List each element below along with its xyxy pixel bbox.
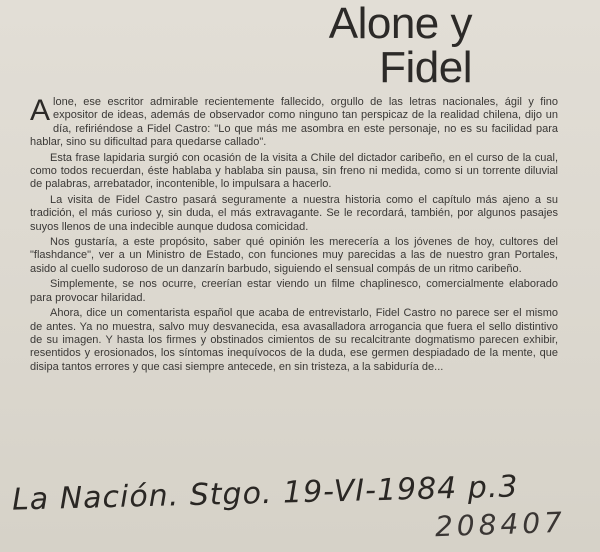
article-title [329, 2, 472, 90]
article-paragraph-5: Simplemente, se nos ocurre, creerían estar viendo un filme chaplinesco, comercialmente elaborado para provocar hilaridad. [30, 278, 558, 304]
article-paragraph-3: La visita de Fidel Castro pasará seguramente a nuestra historia como el capítulo más ajeno a su tradición, el más curioso y, sin duda, el más extravagante. Se le recordará, también, por algunos pasajes suyos llenos de una indecible aunque dudosa comicidad. [30, 193, 558, 233]
handwritten-catalog-number: 208407 [434, 505, 567, 544]
handwritten-source-note: La Nación. Stgo. 19-VI-1984 p.3 [11, 469, 519, 518]
article-body [30, 96, 558, 374]
article-paragraph-6: Ahora, dice un comentarista español que acaba de entrevistarlo, Fidel Castro no parece ser el mismo de antes. Ya no muestra, salvo muy desvanecida, esa avasalladora arrogancia que fuera el sello distintivo de su imagen. Y hasta los firmes y obstinados cimientos de su recalcitrante dogmatismo parecen exhibir, resentidos y erosionados, los síntomas inequívocos de la duda, ese germen despiadado de la mente, que disipa tantos errores y que casi siempre antecede, en sin tristeza, a la sabiduría de... [30, 307, 558, 373]
article-paragraph-4: Nos gustaría, a este propósito, saber qué opinión les merecería a los jóvenes de hoy, cultores del "flashdance", ver a un Ministro de Estado, con funciones muy parecidas a las de nuestro gran Portales, asido al cuello sudoroso de un danzarín barbudo, siguiendo el sensual compás de un ritmo caribeño. [30, 236, 558, 275]
article-paragraph-1: Alone, ese escritor admirable recientemente fallecido, orgullo de las letras nacionales, ágil y fino expositor de ideas, además de observador como ninguno tan perspicaz de la realidad chilena, dijo un día, refiriéndose a Fidel Castro: "Lo que más me asombra en este personaje, no es su facilidad para hablar, sino su dificultad para quedarse callado". [30, 96, 558, 149]
article-title-line-2: Fidel [379, 43, 472, 92]
article-title-line-1: Alone y [328, 0, 472, 48]
article-paragraph-2: Esta frase lapidaria surgió con ocasión de la visita a Chile del dictador caribeño, en el curso de la cual, como todos recuerdan, éste hablaba y hablaba sin pausa, sin freno ni medida, como si un torrente diluvial de palabras, arrebatador, incontenible, lo impulsara a hacerlo. [30, 151, 558, 191]
article-body-clip [30, 96, 560, 466]
drop-cap: A [30, 96, 51, 127]
